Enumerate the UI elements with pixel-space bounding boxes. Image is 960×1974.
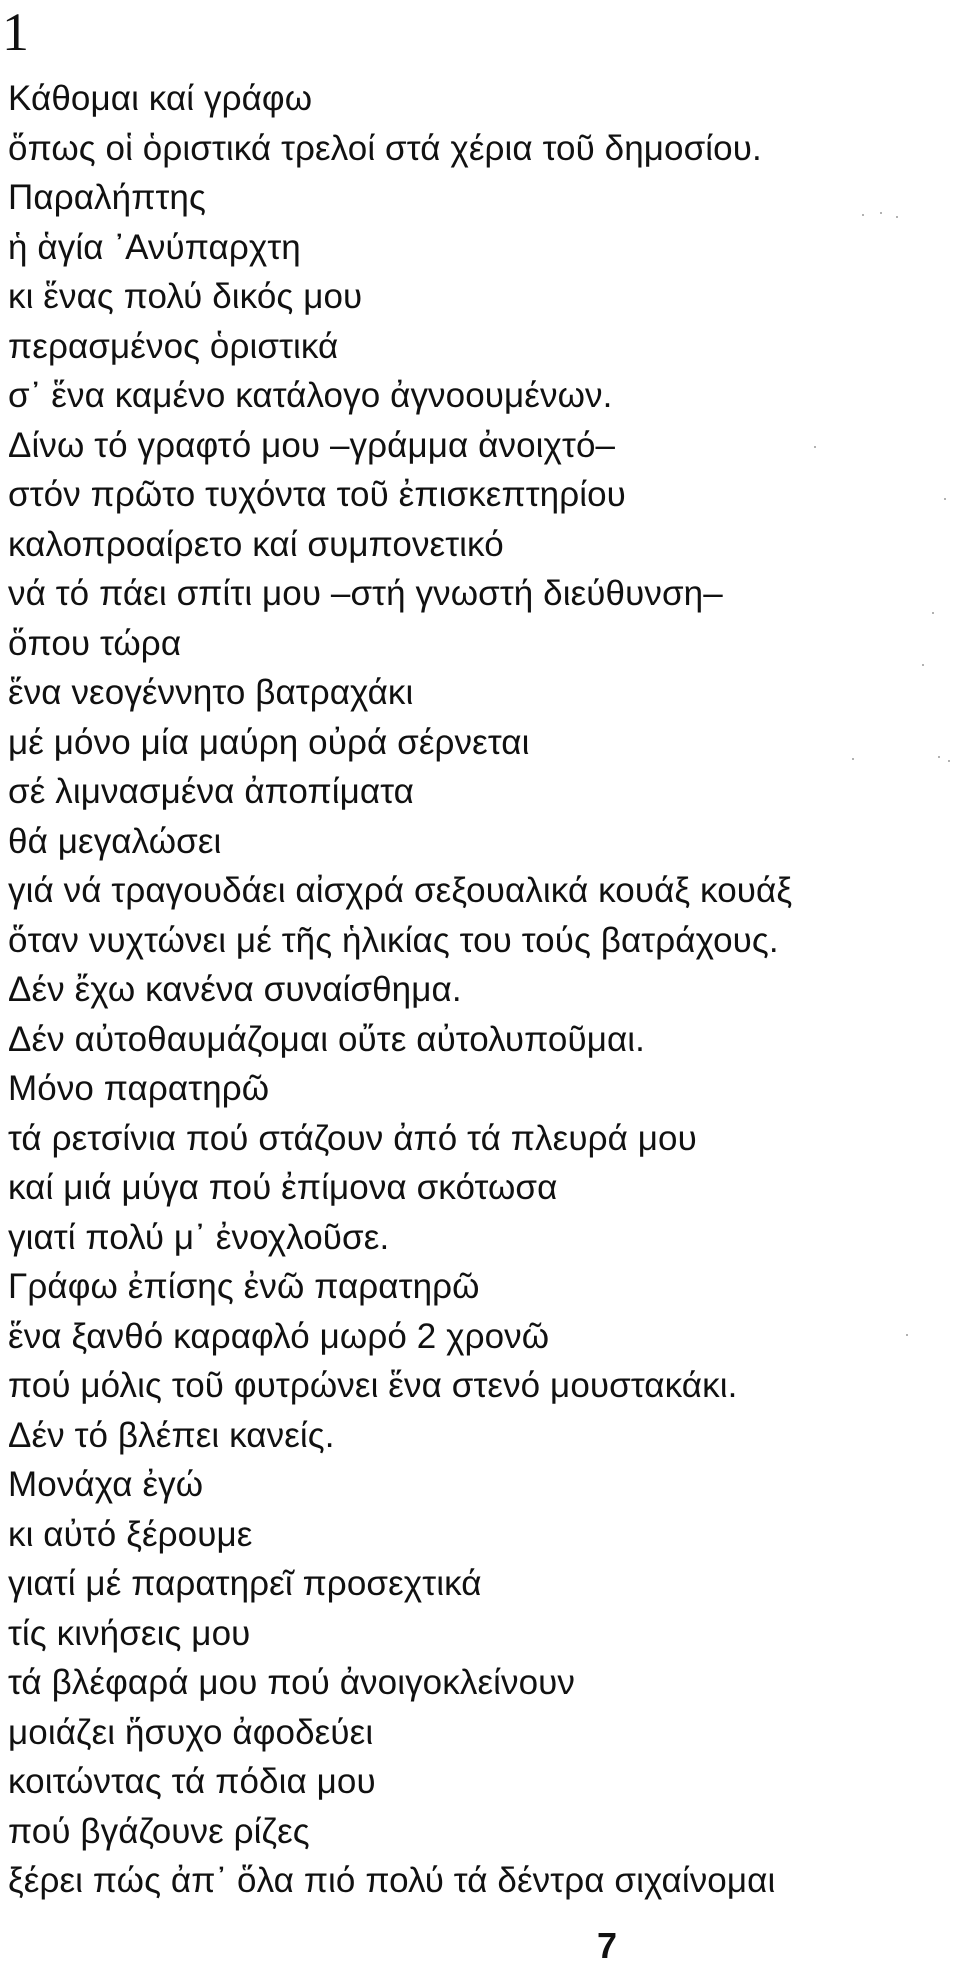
poem-line: καλοπροαίρετο καί συμπονετικό xyxy=(8,524,504,564)
poem-line: σ᾿ ἕνα καμένο κατάλογο ἀγνοουμένων. xyxy=(8,376,613,415)
poem-line: ὅπου τώρα xyxy=(8,623,182,663)
page-number xyxy=(0,1924,960,1968)
poem-line: Γράφω ἐπίσης ἐνῶ παρατηρῶ xyxy=(8,1267,480,1306)
poem-line: Μόνο παρατηρῶ xyxy=(8,1069,270,1108)
poem-line: στόν πρῶτο τυχόντα τοῦ ἐπισκεπτηρίου xyxy=(8,475,626,514)
scan-speck xyxy=(922,664,924,666)
poem-line: κι αὐτό ξέρουμε xyxy=(8,1514,253,1554)
poem-line: μοιάζει ἥσυχο ἀφοδεύει xyxy=(8,1712,374,1752)
poem-line: Παραλήπτης xyxy=(8,178,206,217)
scan-speck xyxy=(938,756,940,758)
poem-line: Μονάχα ἐγώ xyxy=(8,1465,204,1504)
poem-line: γιά νά τραγουδάει αἰσχρά σεξουαλικά κουάξ κουάξ xyxy=(8,871,793,910)
poem-line: πού μόλις τοῦ φυτρώνει ἕνα στενό μουστακάκι. xyxy=(8,1366,738,1405)
poem-line: πού βγάζουνε ρίζες xyxy=(8,1811,310,1851)
poem-line: νά τό πάει σπίτι μου –στή γνωστή διεύθυνση– xyxy=(8,574,723,613)
scan-speck xyxy=(814,446,816,448)
poem-line: μέ μόνο μία μαύρη οὐρά σέρνεται xyxy=(8,722,530,762)
poem-line: Δέν αὐτοθαυμάζομαι οὔτε αὐτολυποῦμαι. xyxy=(8,1019,645,1059)
poem-line: ξέρει πώς ἀπ᾿ ὅλα πιό πολύ τά δέντρα σιχαίνομαι xyxy=(8,1861,776,1900)
scan-speck xyxy=(944,498,946,500)
scan-speck xyxy=(896,216,898,218)
poem-line: ἡ ἁγία ᾿Ανύπαρχτη xyxy=(8,227,301,267)
poem-line: θά μεγαλώσει xyxy=(8,821,222,861)
scan-speck xyxy=(880,212,882,214)
poem-line: Κάθομαι καί γράφω xyxy=(8,79,313,118)
poem-line: περασμένος ὁριστικά xyxy=(8,326,339,366)
scan-speck xyxy=(906,1334,908,1336)
poem-line: ὅταν νυχτώνει μέ τῆς ἡλικίας του τούς βατράχους. xyxy=(8,920,779,960)
poem-line: ἕνα νεογέννητο βατραχάκι xyxy=(8,673,414,712)
poem-line: ἕνα ξανθό καραφλό μωρό 2 χρονῶ xyxy=(8,1316,550,1356)
poem-line: τίς κινήσεις μου xyxy=(8,1613,251,1653)
poem-line: ὅπως οἱ ὁριστικά τρελοί στά χέρια τοῦ δημοσίου. xyxy=(8,128,762,168)
page-number-text: 7 xyxy=(596,1925,618,1966)
scan-speck xyxy=(852,758,854,760)
scan-speck xyxy=(932,612,934,614)
poem-line: σέ λιμνασμένα ἀποπίματα xyxy=(8,772,414,811)
scan-speck xyxy=(948,760,950,762)
poem-line: Δέν τό βλέπει κανείς. xyxy=(8,1415,335,1455)
poem-line: κι ἕνας πολύ δικός μου xyxy=(8,277,363,316)
poem-line: Δίνω τό γραφτό μου –γράμμα ἀνοιχτό– xyxy=(8,425,616,465)
poem-line: Δέν ἔχω κανένα συναίσθημα. xyxy=(8,970,462,1009)
poem-line: γιατί μέ παρατηρεῖ προσεχτικά xyxy=(8,1564,482,1603)
scan-speck xyxy=(862,214,864,216)
poem-text xyxy=(8,74,958,1906)
poem-line: κοιτώντας τά πόδια μου xyxy=(8,1762,376,1801)
poem-line: γιατί πολύ μ᾿ ἐνοχλοῦσε. xyxy=(8,1217,390,1257)
poem-line: καί μιά μύγα πού ἐπίμονα σκότωσα xyxy=(8,1168,558,1207)
poem-line: τά ρετσίνια πού στάζουν ἀπό τά πλευρά μου xyxy=(8,1118,697,1158)
poem-line: τά βλέφαρά μου πού ἀνοιγοκλείνουν xyxy=(8,1663,576,1702)
poem-number: 1 xyxy=(2,2,29,62)
